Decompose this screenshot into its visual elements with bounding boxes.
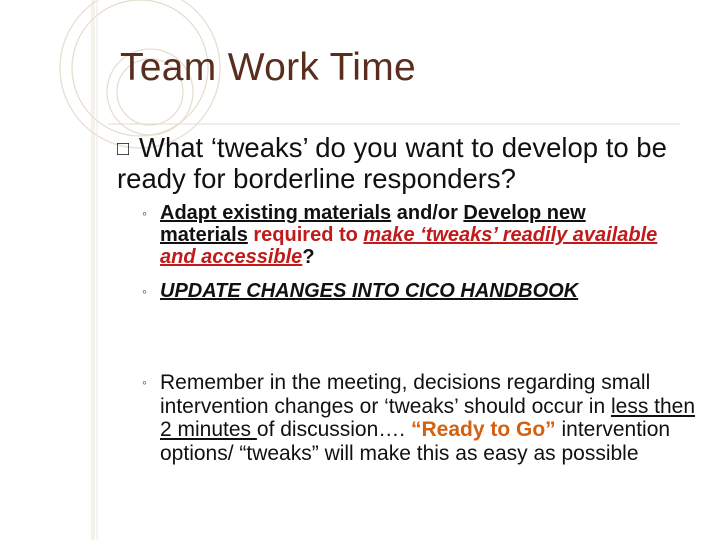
main-bullet-text: What ‘tweaks’ do you want to develop to be ready for borderline responders? (117, 132, 667, 194)
sub-bullet-adapt (142, 202, 662, 268)
and-or-text: and/or (391, 202, 464, 224)
circle-bullet-icon: ◦ (142, 374, 147, 390)
discussion-text: of discussion…. (256, 418, 411, 441)
remember-text: Remember in the meeting, decisions regarding small intervention changes or ‘tweaks’ should occur in (160, 371, 651, 418)
question-mark: ? (302, 246, 315, 268)
required-text: required to (247, 224, 364, 246)
slide-title: Team Work Time (120, 46, 417, 89)
less-then-text: less then 2 minutes (160, 394, 696, 441)
main-bullet (117, 133, 707, 194)
update-text: UPDATE CHANGES INTO CICO HANDBOOK (160, 280, 579, 302)
sub-bullet-remember (142, 371, 707, 465)
circle-bullet-icon: ◦ (142, 283, 147, 299)
make-tweaks-text: make ‘tweaks’ readily available and accessible (160, 224, 658, 268)
checkbox-bullet-icon: □ (117, 138, 130, 160)
circle-bullet-icon: ◦ (142, 205, 147, 221)
sub-bullet-update (142, 280, 662, 302)
ready-to-go-text: “Ready to Go” (410, 418, 556, 441)
adapt-text: Adapt existing materials (160, 202, 392, 224)
develop-text: Develop new materials (160, 202, 586, 246)
options-text: intervention options/ “tweaks” will make this as easy as possible (160, 418, 671, 465)
